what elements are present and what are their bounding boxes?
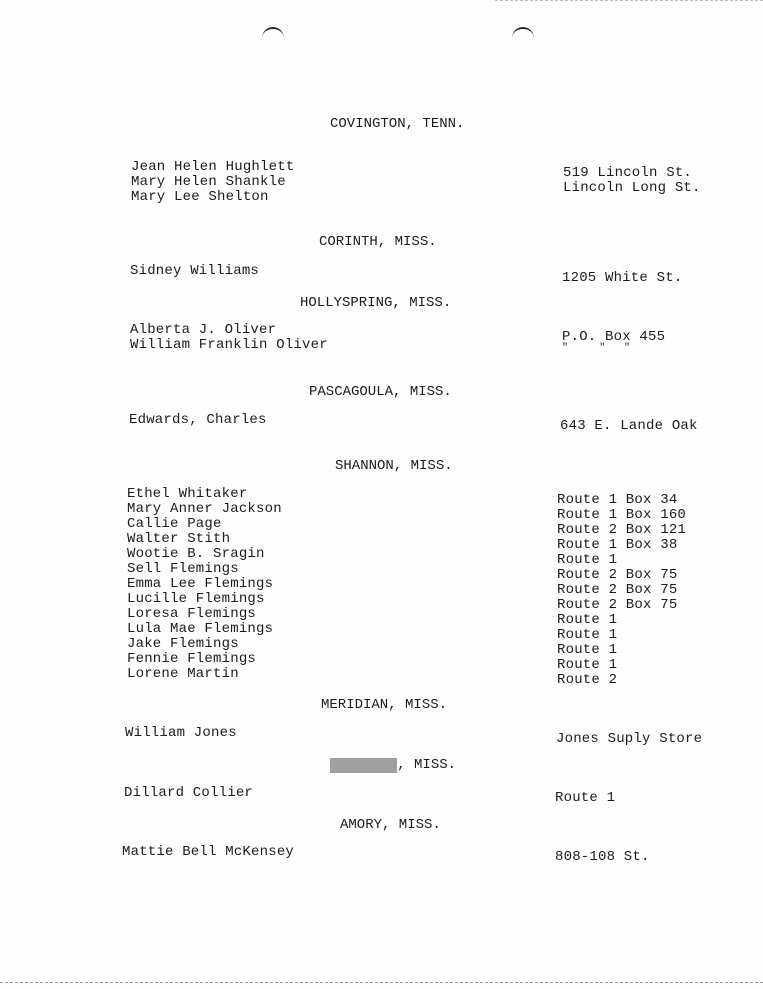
name-entry: Mary Anner Jackson <box>127 501 282 517</box>
address-entry: Route 1 Box 160 <box>557 507 687 523</box>
section-heading-obscured: ABERDEEN, MISS. <box>330 757 457 773</box>
name-entry: Edwards, Charles <box>129 412 267 428</box>
name-entry: Mattie Bell McKensey <box>122 844 295 860</box>
section-heading-shannon: SHANNON, MISS. <box>335 458 453 474</box>
name-entry: Sidney Williams <box>130 263 260 279</box>
section-heading-hollyspring: HOLLYSPRING, MISS. <box>300 295 452 311</box>
section-addresses-covington <box>563 166 701 196</box>
address-entry: Route 1 Box 38 <box>557 537 678 553</box>
section-names-covington <box>131 160 294 205</box>
top-edge-perforation <box>495 0 763 3</box>
address-entry: Jones Suply Store <box>556 731 703 747</box>
ditto-marks: " " " <box>562 343 631 354</box>
section-addresses-hollyspring <box>562 330 665 353</box>
name-entry: Loresa Flemings <box>127 606 257 622</box>
address-entry: Route 1 <box>557 627 618 643</box>
name-entry: Ethel Whitaker <box>127 486 248 502</box>
name-entry: Lorene Martin <box>127 666 239 682</box>
section-heading-pascagoula: PASCAGOULA, MISS. <box>309 384 452 400</box>
section-heading-amory: AMORY, MISS. <box>340 817 441 833</box>
section-heading-meridian: MERIDIAN, MISS. <box>321 697 448 713</box>
section-names-shannon <box>127 487 282 682</box>
name-entry: Wootie B. Sragin <box>127 546 265 562</box>
address-entry: 643 E. Lande Oak <box>560 418 698 434</box>
name-entry: Lucille Flemings <box>127 591 265 607</box>
name-entry: Sell Flemings <box>127 561 239 577</box>
address-entry: Route 2 Box 75 <box>557 582 678 598</box>
address-entry: Route 1 <box>557 552 618 568</box>
address-entry: Route 2 Box 75 <box>557 567 678 583</box>
section-heading-corinth: CORINTH, MISS. <box>319 234 437 250</box>
address-entry: Route 1 Box 34 <box>557 492 678 508</box>
section-names-hollyspring <box>130 323 328 353</box>
name-entry: Mary Lee Shelton <box>131 189 269 205</box>
section-addresses-shannon <box>557 493 686 688</box>
name-entry: Lula Mae Flemings <box>127 621 274 637</box>
name-entry: Walter Stith <box>127 531 231 547</box>
name-entry: Fennie Flemings <box>127 651 257 667</box>
punch-hole-mark-left <box>262 27 284 41</box>
name-entry: Alberta J. Oliver <box>130 322 277 338</box>
name-entry: William Franklin Oliver <box>130 337 328 353</box>
name-entry: Jake Flemings <box>127 636 239 652</box>
punch-hole-mark-right <box>512 27 534 41</box>
address-entry: Route 1 <box>557 657 618 673</box>
name-entry: Dillard Collier <box>124 785 254 801</box>
address-entry: Route 2 Box 75 <box>557 597 678 613</box>
name-entry: Callie Page <box>127 516 222 532</box>
name-entry: Jean Helen Hughlett <box>131 159 295 175</box>
address-entry: Route 1 <box>557 612 618 628</box>
address-entry: 519 Lincoln St. <box>563 165 693 181</box>
name-entry: Emma Lee Flemings <box>127 576 274 592</box>
name-entry: Mary Helen Shankle <box>131 174 286 190</box>
address-entry: 1205 White St. <box>562 270 683 286</box>
address-entry: Route 2 Box 121 <box>557 522 687 538</box>
address-entry: Lincoln Long St. <box>563 180 701 196</box>
address-entry: P.O. Box 455 <box>562 329 666 345</box>
address-entry: Route 1 <box>555 790 616 806</box>
address-entry: 808-108 St. <box>555 849 650 865</box>
address-entry: Route 1 <box>557 642 618 658</box>
ink-smudge: ABERDEEN <box>330 757 398 773</box>
address-entry: Route 2 <box>557 672 618 688</box>
section-heading-covington: COVINGTON, TENN. <box>330 116 465 132</box>
name-entry: William Jones <box>125 725 237 741</box>
bottom-edge-perforation <box>0 982 763 985</box>
